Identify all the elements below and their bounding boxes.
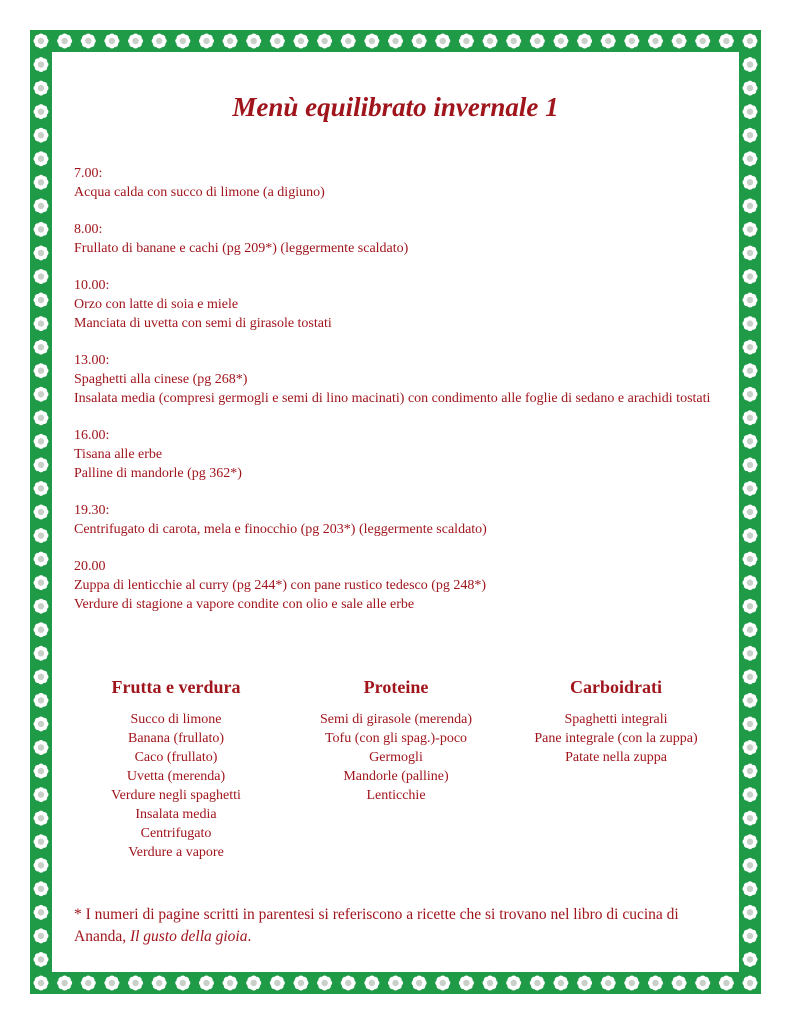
meal-item: Manciata di uvetta con semi di girasole tostati [74,316,332,331]
flower-icon [57,976,72,991]
flower-icon [81,34,96,49]
flower-icon [34,928,49,943]
flower-icon [293,34,308,49]
flower-icon [743,316,758,331]
column-heading: Frutta e verdura [111,677,241,697]
footnote-end: . [247,928,252,945]
flower-icon [506,976,521,991]
meal-item: Tisana alle erbe [74,447,163,462]
flower-icon [341,976,356,991]
flower-icon [743,293,758,308]
meal-item: Zuppa di lenticchie al curry (pg 244*) con pane rustico tedesco (pg 248*) [74,578,487,593]
flower-icon [104,34,119,49]
flower-icon [743,340,758,355]
flower-icon [743,245,758,260]
flower-icon [34,811,49,826]
flower-icon [483,34,498,49]
flower-icon [719,976,734,991]
flower-icon [743,646,758,661]
flower-icon [34,128,49,143]
flower-icon [199,34,214,49]
flower-icon [34,34,49,49]
flower-icon [293,976,308,991]
flower-icon [317,34,332,49]
flower-icon [34,175,49,190]
flower-icon [743,481,758,496]
flower-icon [743,57,758,72]
flower-icon [34,622,49,637]
flower-icon [672,34,687,49]
page-title: Menù equilibrato invernale 1 [232,92,559,122]
flower-icon [553,34,568,49]
flower-icon [364,34,379,49]
flower-icon [743,905,758,920]
flower-icon [34,151,49,166]
flower-icon [743,128,758,143]
meal-block [74,276,714,333]
flower-icon [624,976,639,991]
flower-icon [624,34,639,49]
flower-icon [743,834,758,849]
flower-icon [364,976,379,991]
meal-item: Acqua calda con succo di limone (a digiuno) [74,185,325,200]
flower-icon [128,34,143,49]
flower-icon [459,34,474,49]
flower-icon [743,387,758,402]
footnote-text: * I numeri di pagine scritti in parentesi si referiscono a ricette che si trovano nel libro di cucina di Ananda, [74,906,679,945]
flower-icon [34,316,49,331]
meal-item: Verdure di stagione a vapore condite con olio e sale alle erbe [74,597,415,612]
flower-icon [388,976,403,991]
flower-icon [175,34,190,49]
flower-icon [34,387,49,402]
flower-icon [34,434,49,449]
flower-icon [152,34,167,49]
flower-icon [577,34,592,49]
flower-icon [34,646,49,661]
meal-time: 13.00: [74,353,110,368]
flower-icon [246,976,261,991]
flower-icon [530,976,545,991]
flower-icon [553,976,568,991]
flower-icon [412,976,427,991]
flower-icon [270,34,285,49]
flower-icon [223,976,238,991]
column-item: Spaghetti integrali [564,712,668,727]
proteins-column [276,676,516,805]
flower-icon [743,858,758,873]
flower-icon [34,740,49,755]
meal-time: 19.30: [74,503,110,518]
flower-icon [34,57,49,72]
flower-icon [246,34,261,49]
flower-icon [506,34,521,49]
flower-icon [743,740,758,755]
flower-icon [743,787,758,802]
flower-icon [199,976,214,991]
flower-icon [672,976,687,991]
footnote-book-title: Il gusto della gioia [129,928,248,945]
flower-icon [743,175,758,190]
meal-item: Orzo con latte di soia e miele [74,297,239,312]
column-heading: Proteine [363,677,429,697]
flower-icon [743,599,758,614]
column-item: Tofu (con gli spag.)-poco [324,731,468,746]
flower-icon [743,505,758,520]
column-item: Patate nella zuppa [565,750,667,765]
flower-icon [34,575,49,590]
flower-icon [743,222,758,237]
flower-icon [34,952,49,967]
flower-icon [388,34,403,49]
meal-block [74,557,714,614]
column-item: Verdure a vapore [128,845,224,860]
flower-icon [34,269,49,284]
flower-icon [34,881,49,896]
meal-item: Spaghetti alla cinese (pg 268*) [74,372,248,387]
flower-icon [743,952,758,967]
flower-icon [743,622,758,637]
flower-icon [34,552,49,567]
meal-item: Insalata media (compresi germogli e semi di lino macinati) con condimento alle foglie di sedano e arachidi tostati [74,391,711,406]
column-heading: Carboidrati [570,677,662,697]
flower-icon [81,976,96,991]
flower-icon [743,575,758,590]
flower-icon [34,293,49,308]
flower-icon [530,34,545,49]
flower-icon [435,34,450,49]
flower-icon [34,245,49,260]
flower-icon [459,976,474,991]
meal-item: Centrifugato di carota, mela e finocchio (pg 203*) (leggermente scaldato) [74,522,487,537]
flower-icon [743,363,758,378]
flower-icon [34,528,49,543]
column-item: Caco (frullato) [134,750,218,765]
column-item: Semi di girasole (merenda) [319,712,472,727]
flower-icon [34,457,49,472]
flower-icon [34,222,49,237]
flower-icon [34,599,49,614]
meal-block [74,164,714,202]
flower-icon [601,34,616,49]
flower-icon [34,905,49,920]
flower-icon [317,976,332,991]
meal-block [74,351,714,408]
meal-block [74,220,714,258]
flower-icon [743,34,758,49]
flower-icon [34,764,49,779]
flower-icon [601,976,616,991]
flower-icon [128,976,143,991]
flower-icon [648,34,663,49]
meal-block [74,426,714,483]
column-item: Banana (frullato) [127,731,224,746]
flower-icon [743,669,758,684]
meal-time: 16.00: [74,428,110,443]
meal-schedule [74,164,714,632]
flower-icon [152,976,167,991]
flower-icon [104,976,119,991]
flower-icon [577,976,592,991]
flower-icon [743,552,758,567]
column-item: Centrifugato [140,826,212,841]
flower-icon [175,976,190,991]
flower-icon [34,669,49,684]
flower-icon [412,34,427,49]
flower-icon [743,457,758,472]
flower-icon [483,976,498,991]
flower-icon [695,34,710,49]
flower-icon [743,716,758,731]
meal-time: 20.00 [74,559,106,574]
meal-time: 7.00: [74,166,103,181]
flower-icon [695,976,710,991]
flower-icon [34,340,49,355]
flower-icon [34,787,49,802]
column-item: Insalata media [135,807,217,822]
flower-icon [34,716,49,731]
meal-item: Frullato di banane e cachi (pg 209*) (leggermente scaldato) [74,241,409,256]
flower-icon [34,834,49,849]
column-item: Germogli [369,750,423,765]
footnote [74,904,714,948]
flower-icon [743,976,758,991]
flower-icon [34,198,49,213]
column-item: Pane integrale (con la zuppa) [534,731,698,746]
flower-icon [223,34,238,49]
flower-icon [648,976,663,991]
flower-icon [34,481,49,496]
flower-icon [743,928,758,943]
meal-block [74,501,714,539]
flower-icon [743,269,758,284]
flower-icon [270,976,285,991]
column-item: Uvetta (merenda) [126,769,226,784]
flower-icon [34,363,49,378]
flower-icon [34,410,49,425]
flower-icon [743,881,758,896]
flower-icon [743,198,758,213]
column-item: Lenticchie [366,788,426,803]
column-item: Verdure negli spaghetti [111,788,241,803]
flower-icon [743,528,758,543]
fruit-vegetables-column [56,676,296,862]
flower-icon [34,693,49,708]
flower-icon [743,693,758,708]
meal-time: 8.00: [74,222,103,237]
flower-icon [341,34,356,49]
flower-icon [719,34,734,49]
flower-icon [435,976,450,991]
flower-icon [743,764,758,779]
column-item: Succo di limone [130,712,222,727]
meal-item: Palline di mandorle (pg 362*) [74,466,242,481]
flower-icon [34,858,49,873]
flower-icon [743,811,758,826]
column-item: Mandorle (palline) [343,769,449,784]
flower-icon [743,410,758,425]
meal-time: 10.00: [74,278,110,293]
flower-icon [34,976,49,991]
flower-icon [57,34,72,49]
carbohydrates-column [496,676,736,767]
flower-icon [743,434,758,449]
flower-icon [34,505,49,520]
flower-icon [743,151,758,166]
